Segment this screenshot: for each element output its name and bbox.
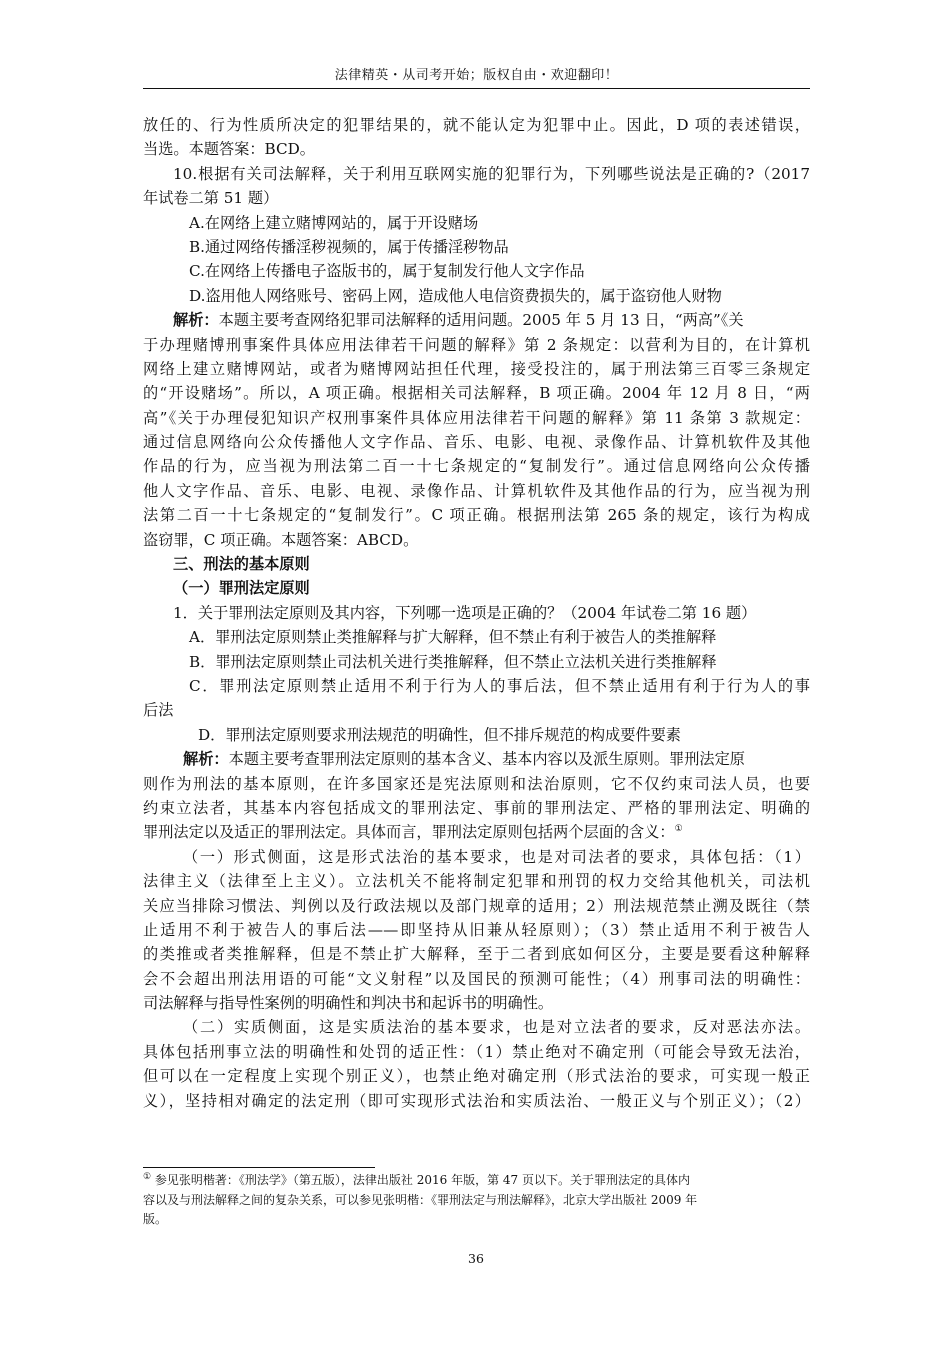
option-d: D．罪刑法定原则要求刑法规范的明确性，但不排斥规范的构成要件要素 bbox=[198, 725, 681, 744]
text-line: 于办理赌博刑事案件具体应用法律若干问题的解释》第 2 条规定：以营利为目的，在计算机 bbox=[143, 335, 810, 354]
text-line: 义），坚持相对确定的法定刑（即可实现形式法治和实质法治、一般正义与个别正义）；（2） bbox=[143, 1091, 810, 1110]
option-c: C.在网络上传播电子盗版书的，属于复制发行他人文字作品 bbox=[189, 262, 585, 281]
subsection-heading: （一）罪刑法定原则 bbox=[173, 579, 310, 598]
analysis-line bbox=[143, 308, 810, 332]
text-line: （一）形式侧面，这是形式法治的基本要求，也是对司法者的要求，具体包括：（1） bbox=[183, 847, 810, 866]
text-line: 会不会超出刑法用语的可能“文义射程”以及国民的预测可能性；（4）刑事司法的明确性： bbox=[143, 969, 810, 988]
section-heading: 三、刑法的基本原则 bbox=[173, 555, 310, 574]
text-line: 网络上建立赌博网站，或者为赌博网站担任代理，接受投注的，属于刑法第三百零三条规定 bbox=[143, 359, 810, 378]
option-a: A.在网络上建立赌博网站的，属于开设赌场 bbox=[189, 213, 479, 232]
question-10-line: 年试卷二第 51 题） bbox=[143, 189, 279, 208]
text-line: 放任的、行为性质所决定的犯罪结果的，就不能认定为犯罪中止。因此，D 项的表述错误， bbox=[143, 116, 810, 134]
text-line: 当选。本题答案：BCD。 bbox=[143, 140, 315, 159]
analysis-label: 解析： bbox=[173, 311, 219, 330]
text-line: 止适用不利于被告人的事后法——即坚持从旧兼从轻原则）；（3）禁止适用不利于被告人 bbox=[143, 920, 810, 939]
analysis-text: 本题主要考查罪刑法定原则的基本含义、基本内容以及派生原则。罪刑法定原 bbox=[228, 750, 745, 769]
footnote-text: 参见张明楷著：《刑法学》（第五版），法律出版社 2016 年版，第 47 页以下。关于罪刑法定的具体内 bbox=[154, 1173, 690, 1187]
question-10-line: 10.根据有关司法解释，关于利用互联网实施的犯罪行为，下列哪些说法是正确的?（2017 bbox=[173, 164, 810, 183]
body-text bbox=[143, 113, 810, 1113]
footnote-line: 容以及与刑法解释之间的复杂关系，可以参见张明楷：《罪刑法定与刑法解释》，北京大学出版社 2009 年 bbox=[143, 1192, 698, 1207]
analysis-line bbox=[143, 747, 810, 771]
text-line: 司法解释与指导性案例的明确性和判决书和起诉书的明确性。 bbox=[143, 994, 554, 1013]
footnote bbox=[143, 1171, 810, 1230]
text-line: 的类推或者类推解释，但是不禁止扩大解释，至于二者到底如何区分，主要是要看这种解释 bbox=[143, 945, 810, 964]
text-line: 高”《关于办理侵犯知识产权刑事案件具体应用法律若干问题的解释》第 11 条第 3 款规定： bbox=[143, 408, 810, 427]
text-line: （二）实质侧面，这是实质法治的基本要求，也是对立法者的要求，反对恶法亦法。 bbox=[183, 1018, 810, 1037]
option-b: B．罪刑法定原则禁止司法机关进行类推解释，但不禁止立法机关进行类推解释 bbox=[189, 652, 717, 671]
text-line: 关应当排除习惯法、判例以及行政法规以及部门规章的适用；2）刑法规范禁止溯及既往（禁 bbox=[143, 896, 810, 915]
analysis-label: 解析： bbox=[183, 750, 229, 769]
header-rule bbox=[143, 88, 810, 89]
text-line: 则作为刑法的基本原则，在许多国家还是宪法原则和法治原则，它不仅约束司法人员，也要 bbox=[143, 774, 810, 793]
text-line: 具体包括刑事立法的明确性和处罚的适正性：（1）禁止绝对不确定刑（可能会导致无法治， bbox=[143, 1042, 810, 1061]
footnote-line: 版。 bbox=[143, 1212, 168, 1226]
text-line: 盗窃罪，C 项正确。本题答案：ABCD。 bbox=[143, 530, 419, 549]
option-d: D.盗用他人网络账号、密码上网，造成他人电信资费损失的，属于盗窃他人财物 bbox=[189, 286, 722, 305]
text-line: 他人文字作品、音乐、电影、电视、录像作品、计算机软件及其他作品的行为，应当视为刑 bbox=[143, 481, 810, 500]
text-line: 但可以在一定程度上实现个别正义），也禁止绝对确定刑（形式法治的要求，可实现一般正 bbox=[143, 1067, 810, 1086]
question-1-line: 1．关于罪刑法定原则及其内容，下列哪一选项是正确的？（2004 年试卷二第 16 题） bbox=[173, 603, 757, 622]
running-header: 法律精英・从司考开始；版权自由・欢迎翻印！ bbox=[334, 68, 619, 83]
footnote-reference[interactable]: ① bbox=[674, 824, 683, 835]
footnote-rule bbox=[143, 1167, 375, 1168]
text-line: 通过信息网络向公众传播他人文字作品、音乐、电影、电视、录像作品、计算机软件及其他 bbox=[143, 433, 810, 452]
footnote-mark: ① bbox=[143, 1172, 152, 1182]
text-line: 法第二百一十七条规定的“复制发行”。C 项正确。根据刑法第 265 条的规定，该行为构成 bbox=[143, 506, 810, 525]
text-line: 法律主义（法律至上主义）。立法机关不能将制定犯罪和刑罚的权力交给其他机关，司法机 bbox=[143, 872, 810, 891]
option-b: B.通过网络传播淫秽视频的，属于传播淫秽物品 bbox=[189, 237, 509, 256]
option-a: A．罪刑法定原则禁止类推解释与扩大解释，但不禁止有利于被告人的类推解释 bbox=[189, 628, 717, 647]
text-span: 罪刑法定以及适正的罪刑法定。具体而言，罪刑法定原则包括两个层面的含义： bbox=[143, 823, 675, 842]
option-c-continued: 后法 bbox=[143, 701, 174, 720]
text-line: 作品的行为，应当视为刑法第二百一十七条规定的“复制发行”。通过信息网络向公众传播 bbox=[143, 457, 810, 476]
text-line bbox=[143, 820, 810, 844]
footnote-line bbox=[143, 1171, 810, 1191]
text-line: 约束立法者，其基本内容包括成文的罪刑法定、事前的罪刑法定、严格的罪刑法定、明确的 bbox=[143, 798, 810, 817]
option-c: C．罪刑法定原则禁止适用不利于行为人的事后法，但不禁止适用有利于行为人的事 bbox=[189, 676, 810, 695]
text-line: 的“开设赌场”。所以，A 项正确。根据相关司法解释，B 项正确。2004 年 12 月 8 日，“两 bbox=[143, 384, 810, 403]
analysis-text: 本题主要考查网络犯罪司法解释的适用问题。2005 年 5 月 13 日，“两高”《关 bbox=[218, 311, 744, 330]
page-number: 36 bbox=[468, 1251, 484, 1266]
